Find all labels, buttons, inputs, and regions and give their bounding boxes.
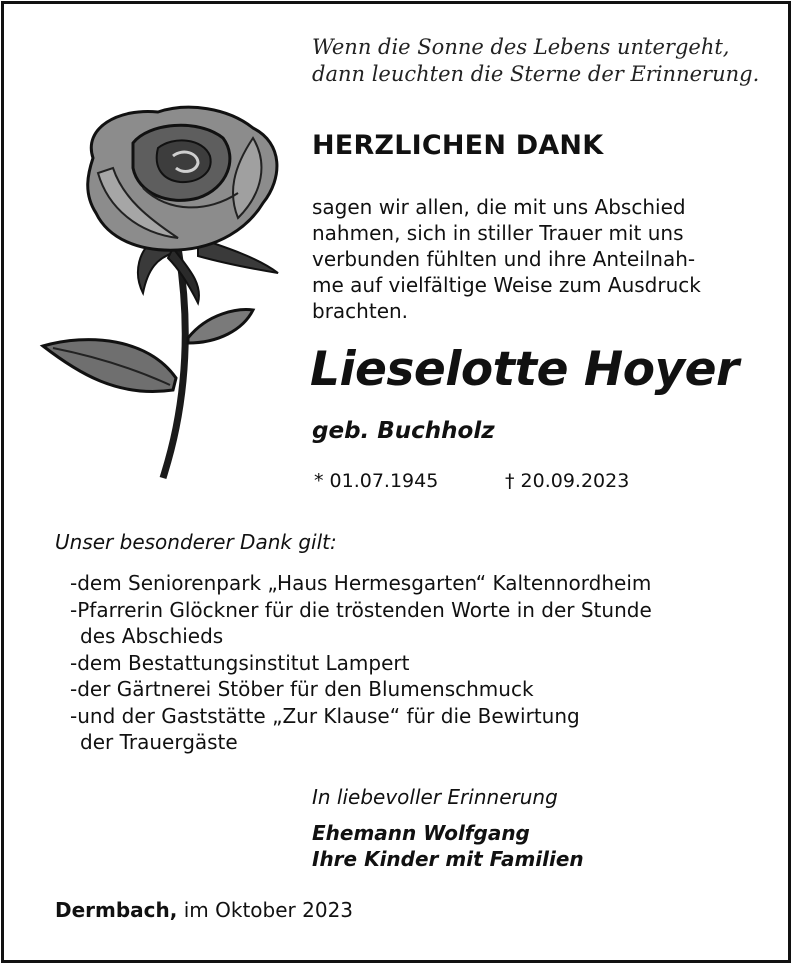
thanks-message [312,194,752,324]
remembrance-line: In liebevoller Erinnerung [312,785,558,809]
list-item: -und der Gaststätte „Zur Klause“ für die Bewirtung [70,703,580,728]
message-line: sagen wir allen, die mit uns Abschied [312,195,686,219]
family-signature [312,820,584,872]
list-item: -Pfarrerin Glöckner für die tröstenden Worte in der Stunde [70,597,652,622]
family-line: Ehemann Wolfgang [312,821,530,845]
date: im Oktober 2023 [183,898,354,922]
motto-line: dann leuchten die Sterne der Erinnerung. [312,62,760,86]
list-item: -der Gärtnerei Stöber für den Blumenschmuck [70,677,534,701]
motto [312,34,772,88]
list-item-continuation: des Abschieds [80,624,224,648]
place: Dermbach, [55,898,178,922]
message-line: me auf vielfältige Weise zum Ausdruck [312,273,701,297]
birth-date: * 01.07.1945 [314,470,439,492]
list-item: -dem Bestattungsinstitut Lampert [70,650,410,675]
family-line: Ihre Kinder mit Familien [312,847,584,871]
deceased-name: Lieselotte Hoyer [310,342,739,397]
special-thanks-title: Unser besonderer Dank gilt: [55,530,337,554]
heading: HERZLICHEN DANK [312,130,604,161]
message-line: nahmen, sich in stiller Trauer mit uns [312,221,684,245]
list-item: -dem Seniorenpark „Haus Hermesgarten“ Kaltennordheim [70,571,652,595]
rose-illustration [38,98,288,483]
death-date: † 20.09.2023 [505,470,630,492]
message-line: verbunden fühlten und ihre Anteilnah- [312,247,696,271]
motto-line: Wenn die Sonne des Lebens untergeht, [312,35,730,59]
special-thanks-list [70,570,652,756]
maiden-name: geb. Buchholz [312,418,495,444]
place-date-line [55,898,353,922]
message-line: brachten. [312,299,409,323]
list-item-continuation: der Trauergäste [80,730,238,754]
